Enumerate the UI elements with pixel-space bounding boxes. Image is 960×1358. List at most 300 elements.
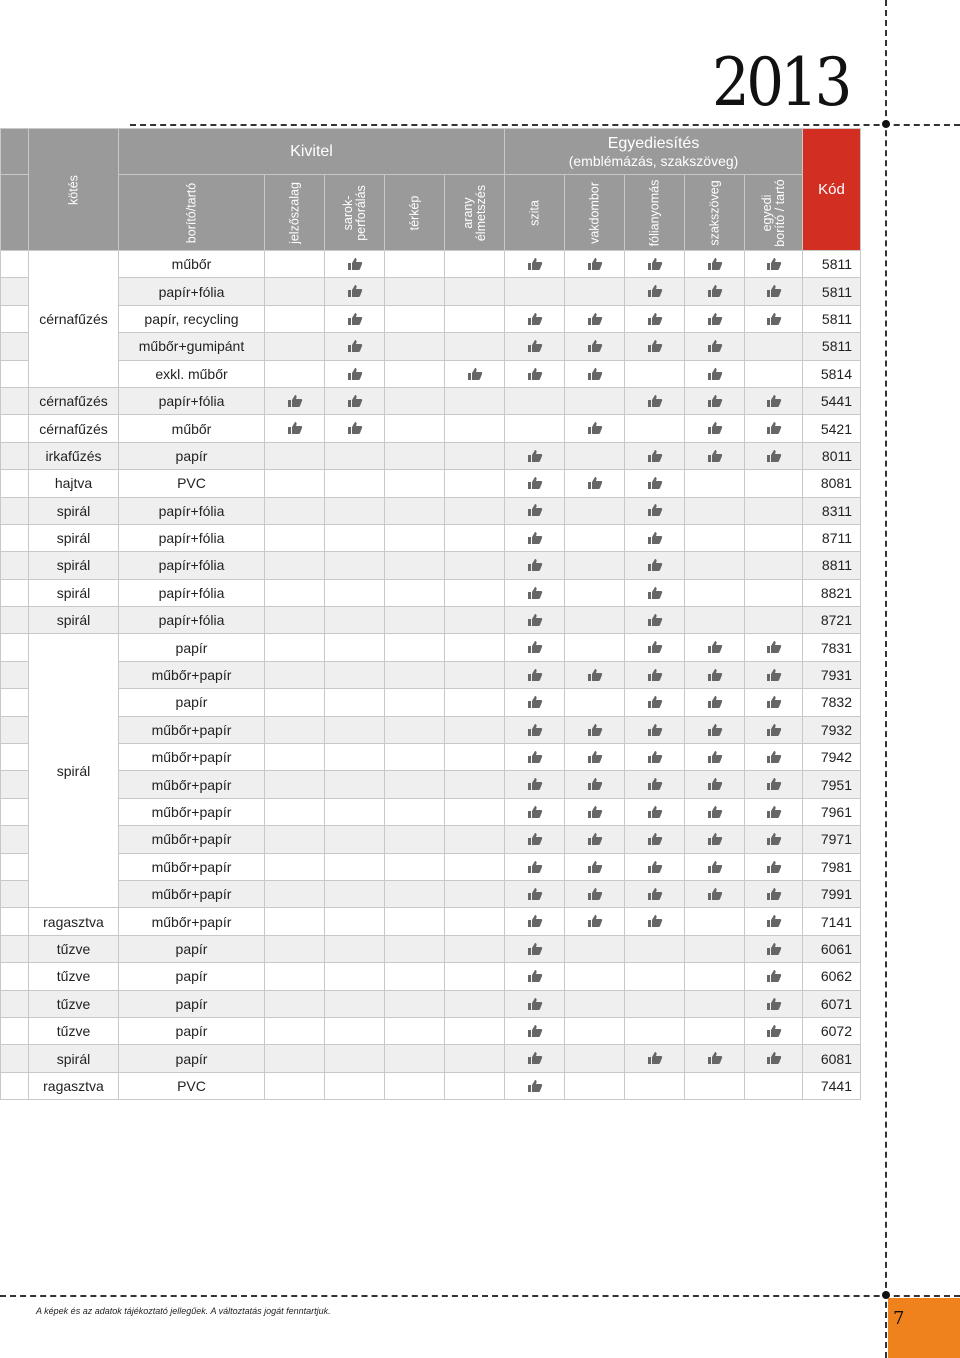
mark-cell [505, 935, 565, 962]
row-blank-cell [1, 689, 29, 716]
header-col-label: térkép [407, 195, 421, 230]
mark-cell [325, 579, 385, 606]
mark-cell [745, 415, 803, 442]
row-blank-cell [1, 716, 29, 743]
thumbs-up-icon [766, 1051, 782, 1065]
mark-cell [745, 1045, 803, 1072]
thumbs-up-icon [527, 558, 543, 572]
mark-cell [385, 1017, 445, 1044]
mark-cell [565, 415, 625, 442]
header-col-egyedi-0 [505, 175, 565, 251]
thumbs-up-icon [527, 887, 543, 901]
mark-cell [385, 360, 445, 387]
thumbs-up-icon [707, 394, 723, 408]
thumbs-up-icon [707, 805, 723, 819]
mark-cell [625, 607, 685, 634]
thumbs-up-icon [647, 805, 663, 819]
mark-cell [745, 333, 803, 360]
header-col-kivitel-4 [445, 175, 505, 251]
kotes-cell: ragasztva [29, 908, 119, 935]
kod-cell: 7951 [803, 771, 861, 798]
mark-cell [265, 908, 325, 935]
mark-cell [325, 415, 385, 442]
mark-cell [265, 744, 325, 771]
thumbs-up-icon [587, 339, 603, 353]
kod-cell: 7942 [803, 744, 861, 771]
mark-cell [505, 744, 565, 771]
thumbs-up-icon [527, 257, 543, 271]
mark-cell [685, 689, 745, 716]
mark-cell [265, 497, 325, 524]
thumbs-up-icon [587, 476, 603, 490]
mark-cell [265, 415, 325, 442]
header-col-kivitel-3 [385, 175, 445, 251]
header-col-label: egyedi borító / tartó [759, 178, 787, 247]
mark-cell [265, 387, 325, 414]
thumbs-up-icon [766, 394, 782, 408]
mark-cell [625, 251, 685, 278]
row-blank-cell [1, 798, 29, 825]
table-row [1, 497, 861, 524]
mark-cell [565, 333, 625, 360]
mark-cell [385, 880, 445, 907]
thumbs-up-icon [647, 531, 663, 545]
kotes-cell: tűzve [29, 963, 119, 990]
header-col-label: borító/tartó [184, 182, 198, 243]
borito-cell: papír [119, 634, 265, 661]
row-blank-cell [1, 607, 29, 634]
table-row [1, 634, 861, 661]
mark-cell [565, 634, 625, 661]
mark-cell [385, 990, 445, 1017]
mark-cell [565, 1072, 625, 1099]
mark-cell [745, 716, 803, 743]
thumbs-up-icon [766, 668, 782, 682]
mark-cell [445, 360, 505, 387]
mark-cell [745, 497, 803, 524]
mark-cell [565, 579, 625, 606]
thumbs-up-icon [587, 832, 603, 846]
thumbs-up-icon [587, 668, 603, 682]
table-row [1, 1072, 861, 1099]
mark-cell [745, 689, 803, 716]
thumbs-up-icon [587, 723, 603, 737]
thumbs-up-icon [347, 257, 363, 271]
thumbs-up-icon [587, 860, 603, 874]
mark-cell [565, 716, 625, 743]
thumbs-up-icon [766, 640, 782, 654]
table-row [1, 798, 861, 825]
mark-cell [445, 251, 505, 278]
mark-cell [325, 744, 385, 771]
thumbs-up-icon [527, 997, 543, 1011]
thumbs-up-icon [587, 914, 603, 928]
mark-cell [265, 305, 325, 332]
thumbs-up-icon [587, 805, 603, 819]
mark-cell [565, 1017, 625, 1044]
borito-cell: papír [119, 990, 265, 1017]
mark-cell [385, 552, 445, 579]
row-blank-cell [1, 305, 29, 332]
header-col-label: jelzőszalag [287, 181, 301, 244]
dashed-guide-bottom [0, 1295, 960, 1297]
mark-cell [385, 744, 445, 771]
kotes-cell: hajtva [29, 470, 119, 497]
mark-cell [745, 278, 803, 305]
thumbs-up-icon [766, 860, 782, 874]
mark-cell [625, 771, 685, 798]
kod-cell: 7441 [803, 1072, 861, 1099]
mark-cell [325, 1072, 385, 1099]
thumbs-up-icon [527, 942, 543, 956]
mark-cell [565, 853, 625, 880]
mark-cell [385, 935, 445, 962]
mark-cell [685, 305, 745, 332]
mark-cell [325, 497, 385, 524]
borito-cell: műbőr+papír [119, 880, 265, 907]
mark-cell [325, 963, 385, 990]
mark-cell [325, 1045, 385, 1072]
mark-cell [445, 524, 505, 551]
header-col-label: arany élmetszés [460, 184, 488, 241]
mark-cell [685, 744, 745, 771]
table-row [1, 524, 861, 551]
row-blank-cell [1, 880, 29, 907]
thumbs-up-icon [527, 640, 543, 654]
mark-cell [265, 771, 325, 798]
mark-cell [445, 552, 505, 579]
mark-cell [445, 634, 505, 661]
thumbs-up-icon [707, 640, 723, 654]
thumbs-up-icon [347, 367, 363, 381]
mark-cell [685, 251, 745, 278]
mark-cell [445, 880, 505, 907]
mark-cell [625, 415, 685, 442]
mark-cell [745, 908, 803, 935]
row-blank-cell [1, 415, 29, 442]
header-kivitel: Kivitel [119, 129, 505, 175]
thumbs-up-icon [766, 284, 782, 298]
mark-cell [445, 716, 505, 743]
borito-cell: műbőr+papír [119, 771, 265, 798]
thumbs-up-icon [707, 887, 723, 901]
mark-cell [265, 880, 325, 907]
table-row [1, 716, 861, 743]
mark-cell [325, 798, 385, 825]
borito-cell: papír [119, 1045, 265, 1072]
mark-cell [685, 634, 745, 661]
header-col-kivitel-2 [325, 175, 385, 251]
mark-cell [325, 935, 385, 962]
row-blank-cell [1, 470, 29, 497]
mark-cell [385, 579, 445, 606]
mark-cell [625, 661, 685, 688]
mark-cell [745, 442, 803, 469]
thumbs-up-icon [527, 476, 543, 490]
mark-cell [505, 442, 565, 469]
mark-cell [745, 1072, 803, 1099]
mark-cell [565, 744, 625, 771]
thumbs-up-icon [527, 339, 543, 353]
table-row [1, 1045, 861, 1072]
kod-cell: 8081 [803, 470, 861, 497]
mark-cell [265, 251, 325, 278]
thumbs-up-icon [527, 860, 543, 874]
thumbs-up-icon [347, 312, 363, 326]
mark-cell [505, 360, 565, 387]
kod-cell: 7931 [803, 661, 861, 688]
thumbs-up-icon [587, 750, 603, 764]
thumbs-up-icon [647, 832, 663, 846]
mark-cell [445, 798, 505, 825]
guide-dot-top [882, 120, 890, 128]
kod-cell: 5814 [803, 360, 861, 387]
mark-cell [265, 716, 325, 743]
mark-cell [445, 661, 505, 688]
mark-cell [625, 1072, 685, 1099]
kod-cell: 8811 [803, 552, 861, 579]
kod-cell: 6061 [803, 935, 861, 962]
mark-cell [625, 716, 685, 743]
mark-cell [505, 1017, 565, 1044]
thumbs-up-icon [527, 503, 543, 517]
mark-cell [505, 990, 565, 1017]
kod-cell: 6071 [803, 990, 861, 1017]
mark-cell [505, 387, 565, 414]
mark-cell [445, 387, 505, 414]
borito-cell: papír [119, 442, 265, 469]
thumbs-up-icon [707, 449, 723, 463]
mark-cell [565, 963, 625, 990]
mark-cell [745, 963, 803, 990]
mark-cell [265, 552, 325, 579]
mark-cell [445, 579, 505, 606]
kod-cell: 7932 [803, 716, 861, 743]
table-row [1, 278, 861, 305]
mark-cell [385, 442, 445, 469]
row-blank-cell [1, 744, 29, 771]
mark-cell [445, 1017, 505, 1044]
mark-cell [685, 387, 745, 414]
mark-cell [745, 826, 803, 853]
thumbs-up-icon [647, 777, 663, 791]
header-col-egyedi-1 [565, 175, 625, 251]
thumbs-up-icon [647, 613, 663, 627]
row-blank-cell [1, 251, 29, 278]
header-col-egyedi-3 [685, 175, 745, 251]
thumbs-up-icon [527, 777, 543, 791]
mark-cell [505, 415, 565, 442]
kod-cell: 5811 [803, 278, 861, 305]
kod-cell: 5811 [803, 333, 861, 360]
thumbs-up-icon [707, 832, 723, 846]
thumbs-up-icon [707, 312, 723, 326]
mark-cell [745, 360, 803, 387]
kod-cell: 5811 [803, 305, 861, 332]
thumbs-up-icon [527, 969, 543, 983]
mark-cell [505, 278, 565, 305]
borito-cell: papír+fólia [119, 278, 265, 305]
thumbs-up-icon [766, 1024, 782, 1038]
year-title: 2013 [712, 44, 849, 121]
thumbs-up-icon [707, 339, 723, 353]
borito-cell: műbőr+papír [119, 744, 265, 771]
kod-cell: 7831 [803, 634, 861, 661]
mark-cell [625, 524, 685, 551]
mark-cell [325, 661, 385, 688]
mark-cell [385, 251, 445, 278]
mark-cell [385, 771, 445, 798]
table-row [1, 990, 861, 1017]
mark-cell [385, 826, 445, 853]
mark-cell [505, 880, 565, 907]
mark-cell [745, 552, 803, 579]
thumbs-up-icon [707, 367, 723, 381]
mark-cell [265, 470, 325, 497]
mark-cell [685, 716, 745, 743]
mark-cell [685, 798, 745, 825]
borito-cell: papír [119, 689, 265, 716]
kotes-cell: spirál [29, 497, 119, 524]
borito-cell: papír [119, 935, 265, 962]
thumbs-up-icon [347, 421, 363, 435]
table-row [1, 360, 861, 387]
mark-cell [625, 552, 685, 579]
header-egyediesites: Egyediesítés (emblémázás, szakszöveg) [505, 129, 803, 175]
thumbs-up-icon [766, 421, 782, 435]
row-blank-cell [1, 278, 29, 305]
mark-cell [625, 826, 685, 853]
borito-cell: papír [119, 1017, 265, 1044]
mark-cell [265, 333, 325, 360]
thumbs-up-icon [287, 421, 303, 435]
mark-cell [325, 333, 385, 360]
header-kotes: kötés [66, 174, 80, 205]
thumbs-up-icon [766, 723, 782, 737]
mark-cell [385, 1072, 445, 1099]
mark-cell [325, 880, 385, 907]
mark-cell [265, 990, 325, 1017]
borito-cell: exkl. műbőr [119, 360, 265, 387]
mark-cell [505, 634, 565, 661]
mark-cell [505, 607, 565, 634]
header-col-kivitel-0 [119, 175, 265, 251]
thumbs-up-icon [766, 449, 782, 463]
mark-cell [565, 278, 625, 305]
borito-cell: műbőr+papír [119, 798, 265, 825]
row-blank-cell [1, 661, 29, 688]
mark-cell [325, 251, 385, 278]
thumbs-up-icon [527, 367, 543, 381]
borito-cell: műbőr+papír [119, 716, 265, 743]
mark-cell [625, 935, 685, 962]
mark-cell [265, 1045, 325, 1072]
mark-cell [565, 1045, 625, 1072]
mark-cell [325, 387, 385, 414]
footer-disclaimer: A képek és az adatok tájékoztató jellegűek. A változtatás jogát fenntartjuk. [36, 1306, 331, 1316]
mark-cell [745, 880, 803, 907]
kod-cell: 5811 [803, 251, 861, 278]
row-blank-cell [1, 826, 29, 853]
kotes-cell: tűzve [29, 990, 119, 1017]
borito-cell: papír+fólia [119, 579, 265, 606]
thumbs-up-icon [766, 750, 782, 764]
thumbs-up-icon [647, 640, 663, 654]
row-blank-cell [1, 579, 29, 606]
header-col-label: vakdombor [587, 181, 602, 244]
thumbs-up-icon [766, 969, 782, 983]
mark-cell [445, 744, 505, 771]
table-row [1, 744, 861, 771]
borito-cell: papír+fólia [119, 387, 265, 414]
mark-cell [265, 278, 325, 305]
thumbs-up-icon [707, 860, 723, 874]
mark-cell [445, 1045, 505, 1072]
kod-cell: 6081 [803, 1045, 861, 1072]
mark-cell [565, 497, 625, 524]
row-blank-cell [1, 990, 29, 1017]
thumbs-up-icon [467, 367, 483, 381]
mark-cell [745, 470, 803, 497]
mark-cell [445, 305, 505, 332]
mark-cell [325, 442, 385, 469]
mark-cell [385, 415, 445, 442]
thumbs-up-icon [647, 887, 663, 901]
kotes-cell: cérnafűzés [29, 387, 119, 414]
mark-cell [745, 607, 803, 634]
thumbs-up-icon [647, 695, 663, 709]
mark-cell [325, 716, 385, 743]
mark-cell [325, 771, 385, 798]
thumbs-up-icon [647, 914, 663, 928]
mark-cell [625, 880, 685, 907]
thumbs-up-icon [527, 1051, 543, 1065]
mark-cell [325, 305, 385, 332]
mark-cell [505, 771, 565, 798]
mark-cell [325, 360, 385, 387]
thumbs-up-icon [766, 805, 782, 819]
borito-cell: papír [119, 963, 265, 990]
borito-cell: PVC [119, 1072, 265, 1099]
header-blank-cell-2 [1, 175, 29, 251]
mark-cell [685, 524, 745, 551]
row-blank-cell [1, 387, 29, 414]
row-blank-cell [1, 1017, 29, 1044]
mark-cell [385, 333, 445, 360]
mark-cell [565, 251, 625, 278]
mark-cell [625, 990, 685, 1017]
mark-cell [685, 442, 745, 469]
thumbs-up-icon [766, 257, 782, 271]
mark-cell [745, 1017, 803, 1044]
mark-cell [445, 470, 505, 497]
kotes-cell: cérnafűzés [29, 251, 119, 388]
mark-cell [325, 278, 385, 305]
mark-cell [685, 360, 745, 387]
mark-cell [325, 524, 385, 551]
thumbs-up-icon [527, 668, 543, 682]
mark-cell [745, 771, 803, 798]
mark-cell [685, 661, 745, 688]
mark-cell [325, 1017, 385, 1044]
mark-cell [445, 853, 505, 880]
thumbs-up-icon [707, 777, 723, 791]
mark-cell [445, 826, 505, 853]
thumbs-up-icon [707, 723, 723, 737]
mark-cell [625, 333, 685, 360]
mark-cell [625, 442, 685, 469]
row-blank-cell [1, 1072, 29, 1099]
